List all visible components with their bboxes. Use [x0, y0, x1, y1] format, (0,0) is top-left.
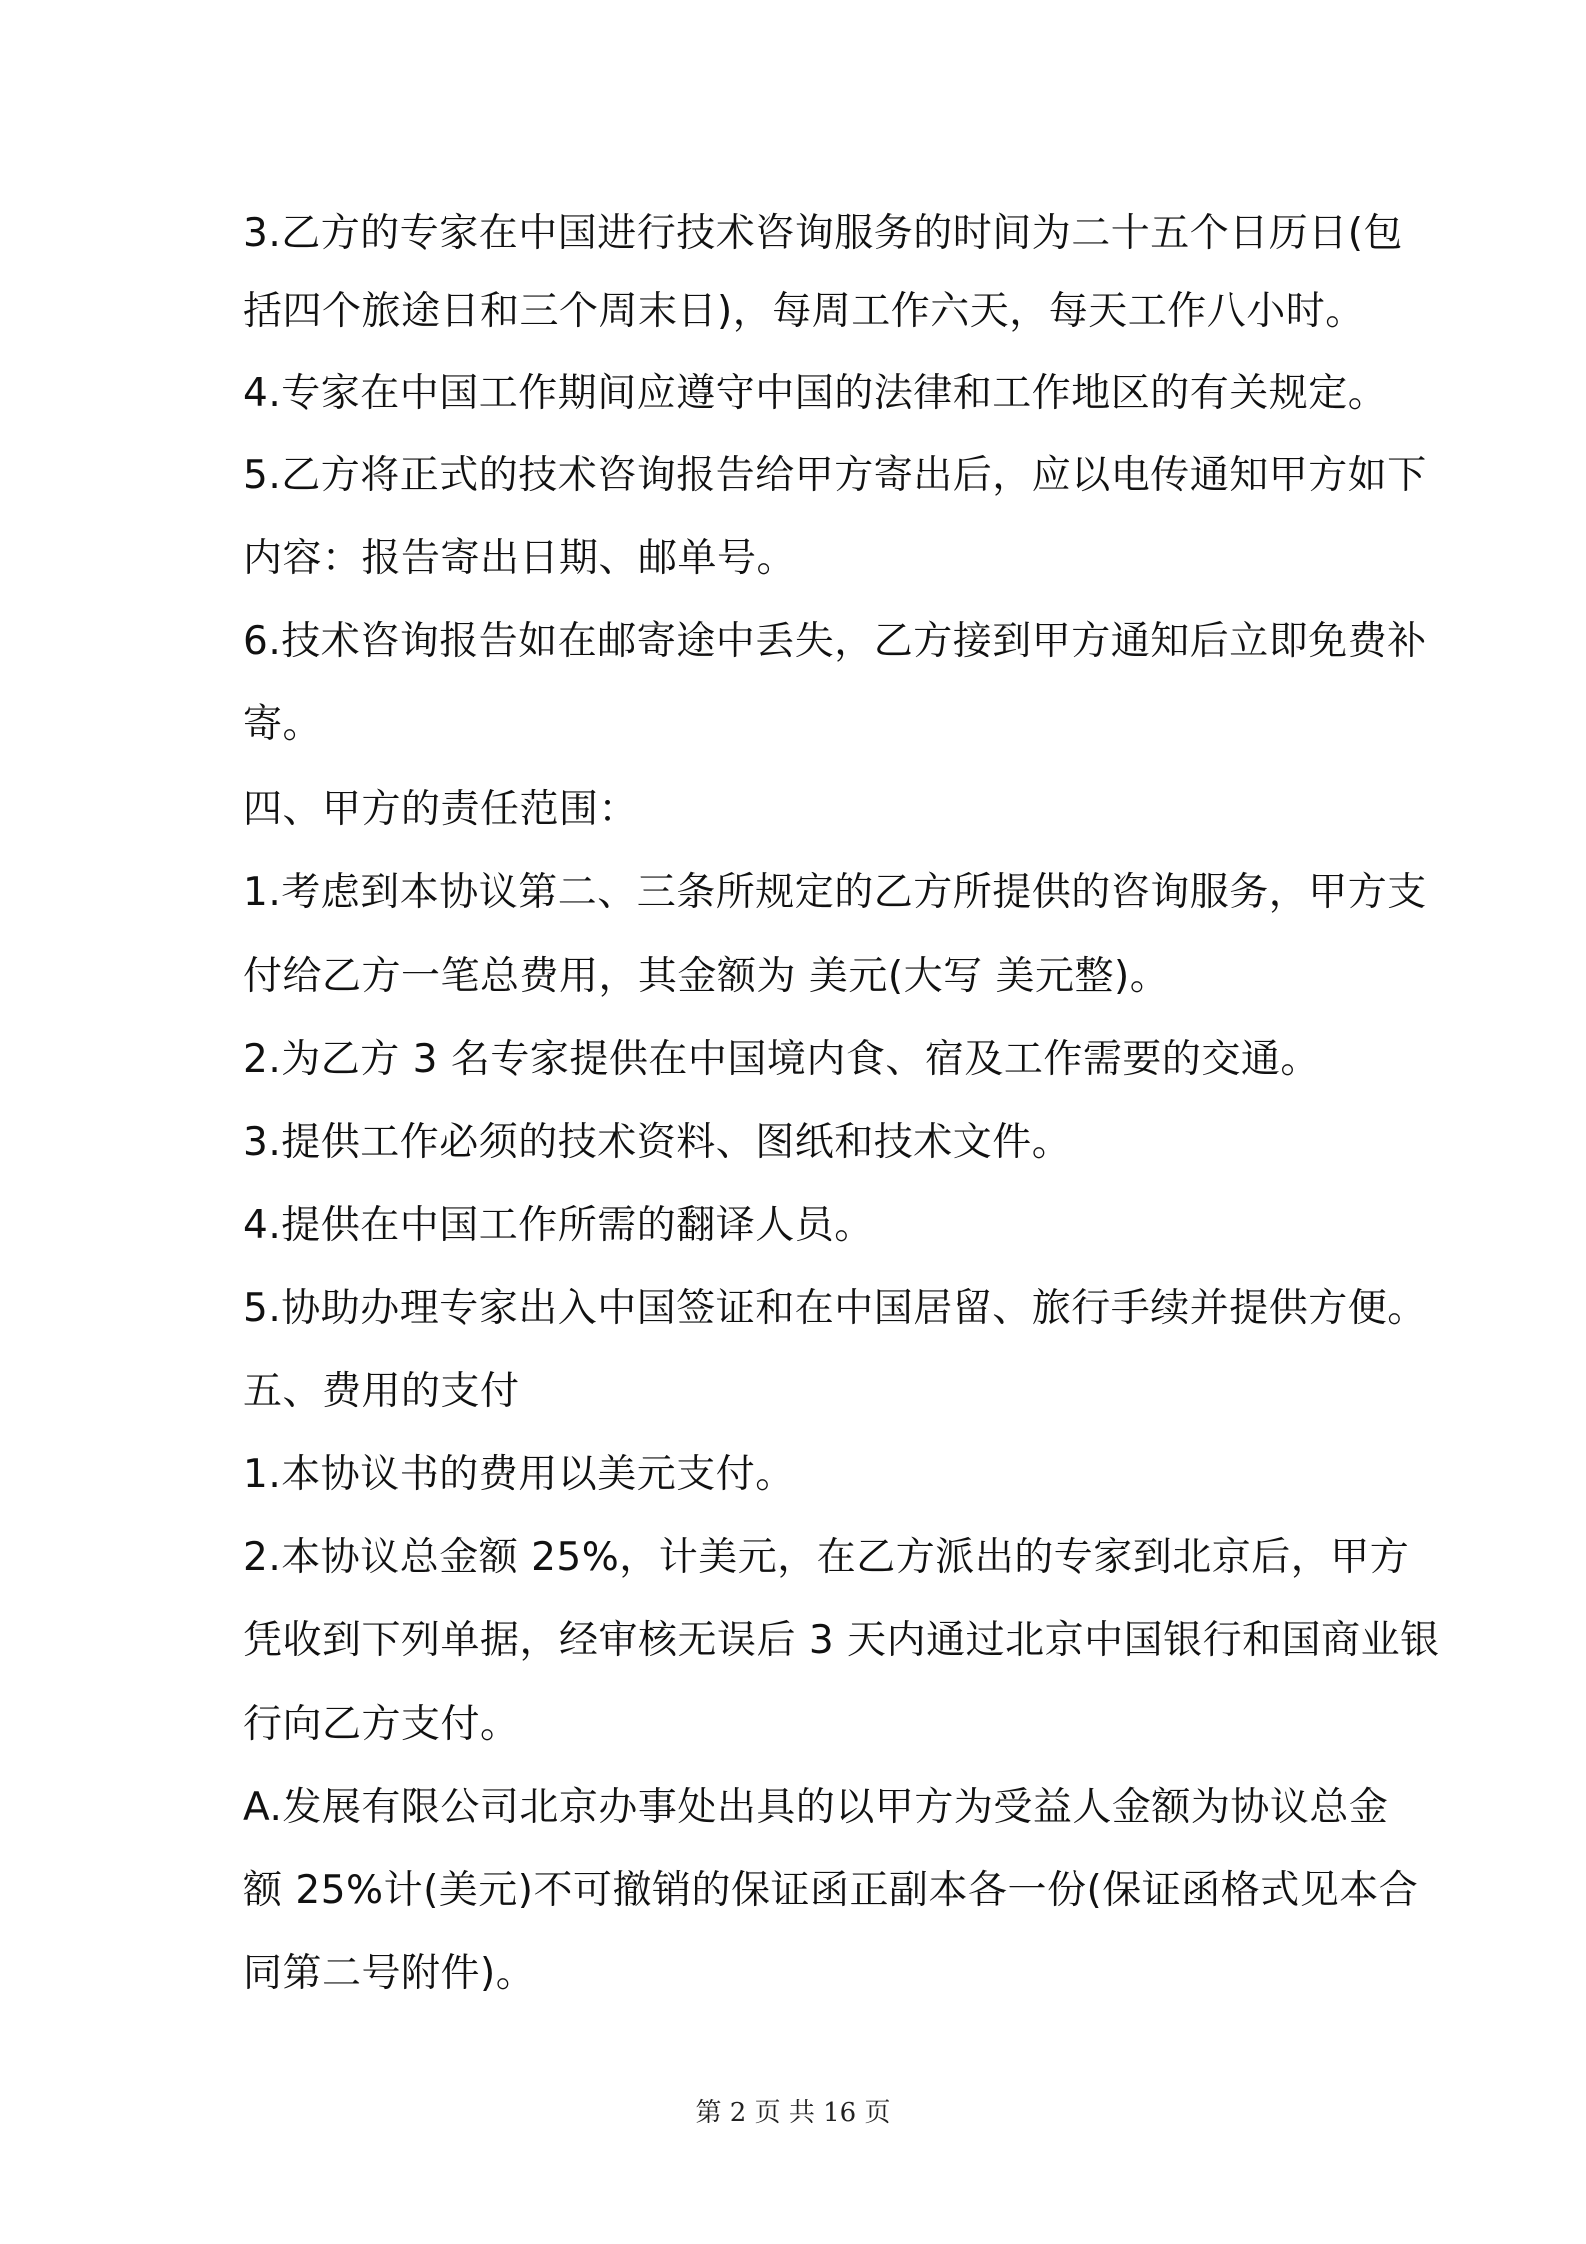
body-text-line: 行向乙方支付。	[243, 1702, 520, 1747]
section-heading: 四、甲方的责任范围：	[243, 787, 639, 832]
page-number-footer: 第 2 页 共 16 页	[695, 2098, 891, 2128]
body-text-line: 内容：报告寄出日期、邮单号。	[243, 536, 797, 581]
body-text-line: 凭收到下列单据，经审核无误后 3 天内通过北京中国银行和国商业银	[243, 1618, 1440, 1663]
body-text-line: 4.专家在中国工作期间应遵守中国的法律和工作地区的有关规定。	[243, 371, 1388, 416]
body-text-line: 2.为乙方 3 名专家提供在中国境内食、宿及工作需要的交通。	[243, 1037, 1320, 1082]
body-text-line: 1.考虑到本协议第二、三条所规定的乙方所提供的咨询服务，甲方支	[243, 870, 1427, 915]
body-text-line: 付给乙方一笔总费用，其金额为 美元(大写 美元整)。	[243, 954, 1170, 999]
body-text-line: 1.本协议书的费用以美元支付。	[243, 1452, 795, 1497]
body-text-line: A.发展有限公司北京办事处出具的以甲方为受益人金额为协议总金	[243, 1785, 1389, 1830]
body-text-line: 3.乙方的专家在中国进行技术咨询服务的时间为二十五个日历日(包	[243, 211, 1403, 256]
body-text-line: 寄。	[243, 702, 323, 747]
body-text-line: 同第二号附件)。	[243, 1951, 536, 1996]
body-text-line: 括四个旅途日和三个周末日)，每周工作六天，每天工作八小时。	[243, 289, 1365, 334]
section-heading: 五、费用的支付	[243, 1369, 520, 1414]
body-text-line: 5.乙方将正式的技术咨询报告给甲方寄出后，应以电传通知甲方如下	[243, 453, 1427, 498]
body-text-line: 3.提供工作必须的技术资料、图纸和技术文件。	[243, 1120, 1072, 1165]
body-text-line: 6.技术咨询报告如在邮寄途中丢失，乙方接到甲方通知后立即免费补	[243, 619, 1427, 664]
body-text-line: 2.本协议总金额 25%，计美元，在乙方派出的专家到北京后，甲方	[243, 1535, 1410, 1580]
body-text-line: 5.协助办理专家出入中国签证和在中国居留、旅行手续并提供方便。	[243, 1286, 1427, 1331]
body-text-line: 额 25%计(美元)不可撤销的保证函正副本各一份(保证函格式见本合	[243, 1868, 1419, 1913]
body-text-line: 4.提供在中国工作所需的翻译人员。	[243, 1203, 874, 1248]
